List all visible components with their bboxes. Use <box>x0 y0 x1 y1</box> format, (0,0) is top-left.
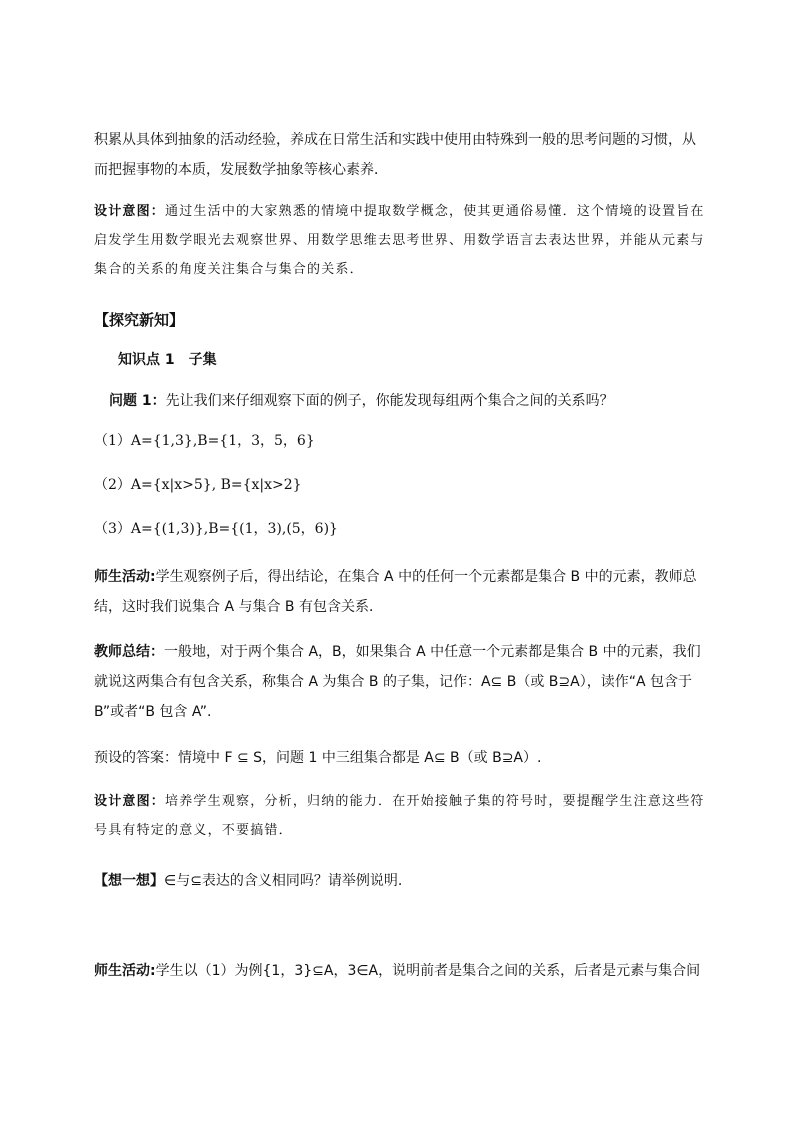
activity-2-text: 学生以（1）为例{1，3}⊆A，3∈A，说明前者是集合之间的关系，后者是元素与集合间 <box>155 963 701 979</box>
teacher-summary-label: 教师总结： <box>94 644 164 660</box>
design-intent-2-line-2: 号具有特定的意义，不要搞错． <box>94 823 293 838</box>
knowledge-point-title: 知识点 1 子集 <box>118 352 217 368</box>
example-3: （3）A={(1,3)},B={(1，3),(5，6)} <box>94 521 338 537</box>
example-1: （1）A={1,3},B={1，3，5，6} <box>94 433 315 449</box>
think-label: 【想一想】 <box>94 873 164 889</box>
design-intent-1 <box>94 197 706 284</box>
activity-2-label: 师生活动: <box>94 963 156 979</box>
design-intent-2 <box>94 787 706 845</box>
think-text: ∈与⊆表达的含义相同吗？请举例说明. <box>164 873 403 889</box>
teacher-summary-line-2: 就说这两集合有包含关系，称集合 A 为集合 B 的子集，记作：A⊆ B（或 B⊇A），读作“A 包含于 <box>94 674 692 690</box>
teacher-summary-line-1: 一般地，对于两个集合 A，B，如果集合 A 中任意一个元素都是集合 B 中的元素，我们 <box>164 644 701 660</box>
activity-1 <box>94 562 706 622</box>
design-intent-label: 设计意图： <box>94 204 166 219</box>
example-2: （2）A={x|x>5}, B={x|x>2} <box>94 477 302 493</box>
design-intent-2-line-1: 培养学生观察，分析，归纳的能力．在开始接触子集的符号时，要提醒学生注意这些符 <box>165 794 705 809</box>
design-intent-line-3: 集合的关系的角度关注集合与集合的关系． <box>94 262 364 277</box>
question-1-label: 问题 1： <box>109 393 166 409</box>
teacher-summary-line-3: B”或者“B 包含 A”. <box>94 704 212 720</box>
question-1 <box>109 386 709 416</box>
activity-2 <box>94 956 706 986</box>
design-intent-line-2: 启发学生用数学眼光去观察世界、用数学思维去思考世界、用数学语言去表达世界，并能从元素与 <box>94 233 705 248</box>
intro-line-2: 而把握事物的本质，发展数学抽象等核心素养． <box>94 162 388 178</box>
section-heading: 【探究新知】 <box>94 311 185 329</box>
question-1-text: 先让我们来仔细观察下面的例子，你能发现每组两个集合之间的关系吗？ <box>165 393 614 409</box>
activity-1-line-2: 结，这时我们说集合 A 与集合 B 有包含关系． <box>94 599 383 615</box>
design-intent-line-1: 通过生活中的大家熟悉的情境中提取数学概念，使其更通俗易懂．这个情境的设置旨在 <box>165 204 705 219</box>
activity-1-line-1: 学生观察例子后，得出结论，在集合 A 中的任何一个元素都是集合 B 中的元素，教师总 <box>155 569 697 585</box>
preset-answer: 预设的答案：情境中 F ⊆ S，问题 1 中三组集合都是 A⊆ B（或 B⊇A）. <box>94 750 542 766</box>
intro-line-1: 积累从具体到抽象的活动经验，养成在日常生活和实践中使用由特殊到一般的思考问题的习惯，从 <box>94 132 696 148</box>
activity-1-label: 师生活动: <box>94 569 156 585</box>
intro-paragraph <box>94 125 706 185</box>
design-intent-2-label: 设计意图： <box>94 794 166 809</box>
think-prompt <box>94 866 706 896</box>
teacher-summary <box>94 637 706 727</box>
